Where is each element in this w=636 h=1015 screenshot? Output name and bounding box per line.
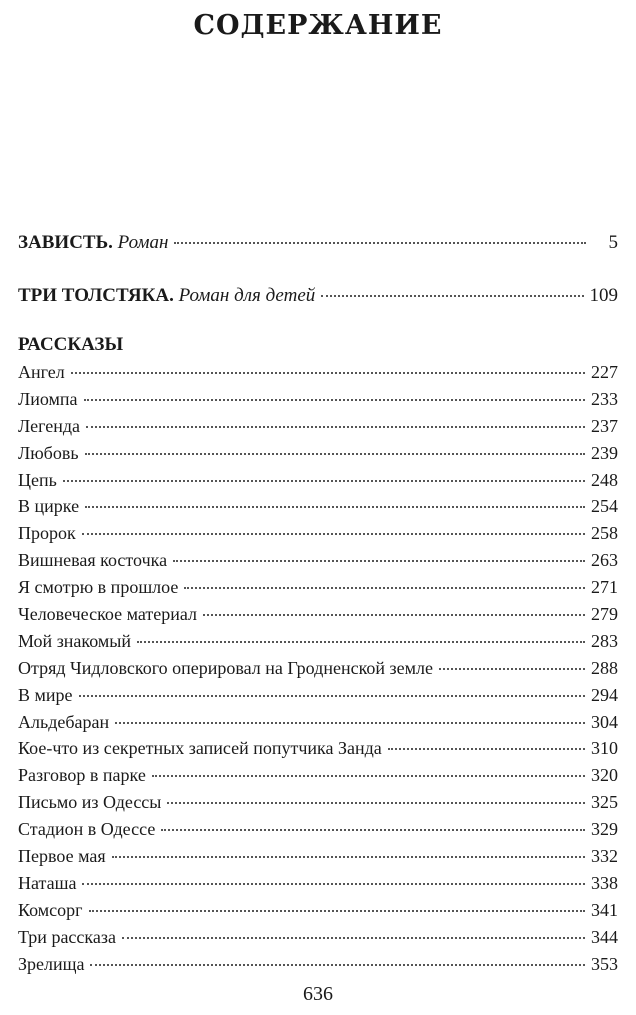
toc-entry-title: В цирке — [18, 496, 80, 517]
toc-entry-title: Наташа — [18, 872, 77, 893]
dot-leader — [71, 371, 585, 374]
toc-entry[interactable] — [18, 467, 618, 494]
toc-entry-title: Человеческое материал — [18, 604, 198, 625]
dot-leader — [439, 667, 585, 670]
toc-entry-title: Вишневая косточка — [18, 550, 168, 571]
toc-entry[interactable] — [18, 789, 618, 816]
dot-leader — [85, 452, 585, 455]
dot-leader — [388, 747, 585, 750]
stories-list — [18, 359, 618, 977]
dot-leader — [115, 721, 585, 724]
toc-entry-title: Цепь — [18, 469, 57, 490]
toc-entry-page: 332 — [591, 846, 618, 867]
toc-entry-title-group — [18, 281, 315, 311]
toc-entry[interactable] — [18, 735, 618, 762]
toc-entry[interactable] — [18, 897, 618, 924]
toc-entry-subtitle: Роман — [117, 232, 169, 253]
toc-entry-page: 304 — [591, 711, 618, 732]
dot-leader — [86, 425, 585, 428]
toc-entry-subtitle: Роман для детей — [178, 285, 316, 306]
toc-entry[interactable] — [18, 924, 618, 951]
dot-leader — [82, 532, 585, 535]
dot-leader — [161, 828, 585, 831]
toc-entry-title: Я смотрю в прошлое — [18, 577, 179, 598]
dot-leader — [173, 559, 585, 562]
toc-entry-title: Кое-что из секретных записей попутчика Занда — [18, 738, 382, 759]
toc-entry[interactable] — [18, 951, 618, 978]
toc-entry-title: Мой знакомый — [18, 630, 132, 651]
dot-leader — [89, 909, 585, 912]
toc-entry[interactable] — [18, 709, 618, 736]
toc-entry-page: 237 — [591, 415, 618, 436]
toc-entry-title: Комсорг — [18, 899, 83, 920]
dot-leader — [112, 855, 585, 858]
toc-entry-page: 288 — [591, 657, 618, 678]
toc-entry[interactable] — [18, 386, 618, 413]
toc-entry-page: 338 — [591, 872, 618, 893]
toc-entry-page: 239 — [591, 442, 618, 463]
toc-entry-page: 310 — [591, 738, 618, 759]
toc-entry-page: 283 — [591, 630, 618, 651]
dot-leader — [152, 774, 585, 777]
toc-entry-title: Разговор в парке — [18, 765, 146, 786]
toc-entry-title: В мире — [18, 684, 73, 705]
toc-entry-zavist[interactable] — [18, 228, 618, 258]
spacer — [18, 258, 618, 281]
toc-entry-title: Легенда — [18, 415, 80, 436]
toc-entry-page: 353 — [591, 953, 618, 974]
toc-entry[interactable] — [18, 762, 618, 789]
toc-entry-title: Первое мая — [18, 846, 106, 867]
dot-leader — [137, 640, 585, 643]
dot-leader — [84, 398, 585, 401]
toc-entry[interactable] — [18, 816, 618, 843]
toc-entry-page: 344 — [591, 926, 618, 947]
toc-entry-page: 263 — [591, 550, 618, 571]
toc-entry-title: Лиомпа — [18, 388, 78, 409]
dot-leader — [63, 479, 585, 482]
dot-leader — [184, 586, 585, 589]
toc-entry[interactable] — [18, 655, 618, 682]
toc-entry-page: 258 — [591, 523, 618, 544]
toc-entry[interactable] — [18, 440, 618, 467]
toc-entry-page: 254 — [591, 496, 618, 517]
toc-entry-title: Ангел — [18, 362, 65, 382]
toc-entry-title: Любовь — [18, 442, 79, 463]
toc-entry-title-group — [18, 228, 168, 258]
toc-entry-title: ЗАВИСТЬ. — [18, 232, 113, 253]
toc-entry-page: 227 — [591, 362, 618, 382]
toc-entry[interactable] — [18, 601, 618, 628]
page-number: 636 — [303, 983, 333, 1005]
toc-entry-title: Три рассказа — [18, 926, 116, 947]
toc-entry-page: 5 — [608, 232, 618, 253]
toc-entry-page: 325 — [591, 792, 618, 813]
section-heading-stories: РАССКАЗЫ — [18, 334, 124, 355]
toc-entry-page: 271 — [591, 577, 618, 598]
toc-entry-title: ТРИ ТОЛСТЯКА. — [18, 285, 174, 306]
toc-entry-title: Пророк — [18, 523, 76, 544]
toc-entry-page: 279 — [591, 604, 618, 625]
toc-entry[interactable] — [18, 870, 618, 897]
toc-entry-page: 341 — [591, 899, 618, 920]
dot-leader — [203, 613, 585, 616]
toc-entry[interactable] — [18, 359, 618, 386]
toc-entry-title: Письмо из Одессы — [18, 792, 162, 813]
toc-entry-page: 233 — [591, 388, 618, 409]
dot-leader — [82, 882, 585, 885]
toc-entry-page: 329 — [591, 819, 618, 840]
toc-entry[interactable] — [18, 843, 618, 870]
toc-entry-title: Альдебаран — [18, 711, 110, 732]
toc-entry[interactable] — [18, 682, 618, 709]
toc-entry[interactable] — [18, 493, 618, 520]
spacer — [18, 311, 618, 331]
dot-leader — [122, 936, 585, 939]
toc-entry-page: 320 — [591, 765, 618, 786]
toc-entry-tri-tolstyaka[interactable] — [18, 281, 618, 311]
dot-leader — [85, 505, 585, 508]
dot-leader — [79, 694, 585, 697]
dot-leader — [90, 963, 585, 966]
toc-entry[interactable] — [18, 628, 618, 655]
dot-leader — [174, 241, 586, 244]
toc-entry[interactable] — [18, 574, 618, 601]
toc-entry-page: 294 — [591, 684, 618, 705]
toc-entry-title: Отряд Чидловского оперировал на Гродненской земле — [18, 657, 433, 678]
dot-leader — [321, 294, 583, 297]
toc-entry-title: Зрелища — [18, 953, 85, 974]
toc-entry-title: Стадион в Одессе — [18, 819, 156, 840]
toc-entry[interactable] — [18, 413, 618, 440]
toc-entry[interactable] — [18, 520, 618, 547]
dot-leader — [167, 801, 585, 804]
toc-entry-page: 248 — [591, 469, 618, 490]
page-title: СОДЕРЖАНИЕ — [193, 10, 443, 41]
table-of-contents — [18, 228, 618, 977]
toc-entry[interactable] — [18, 547, 618, 574]
toc-entry-page: 109 — [589, 285, 618, 306]
